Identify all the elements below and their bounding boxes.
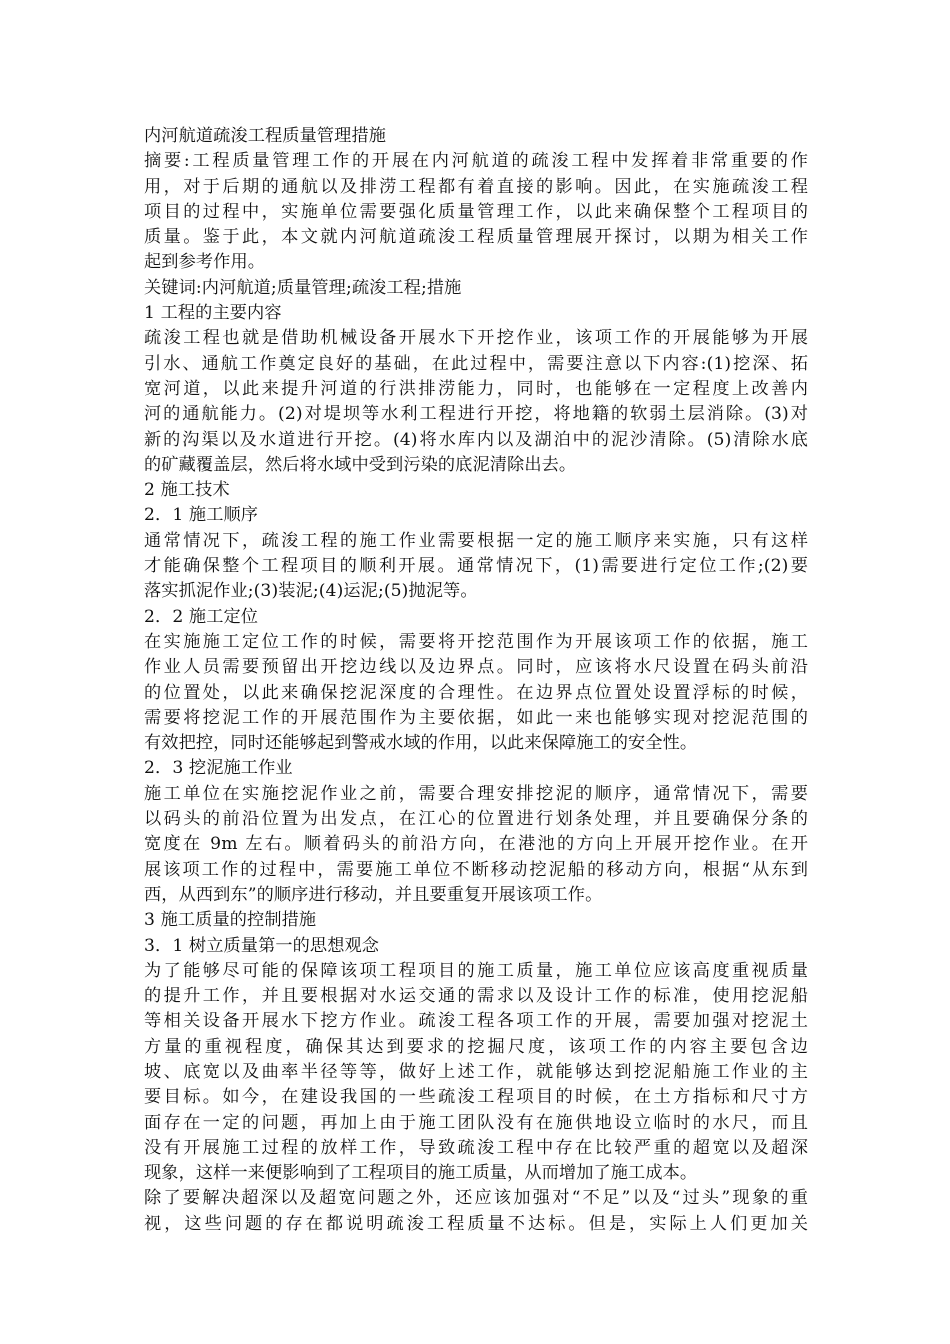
body-line: 作业人员需要预留出开挖边线以及边界点。同时，应该将水尺设置在码头前沿 bbox=[144, 657, 808, 678]
document-title: 内河航道疏浚工程质量管理措施 bbox=[144, 126, 387, 146]
subsection-heading: 2．2 施工定位 bbox=[144, 606, 259, 627]
body-line: 没有开展施工过程的放样工作，导致疏浚工程中存在比较严重的超宽以及超深 bbox=[144, 1137, 808, 1158]
body-line: 现象，这样一来便影响到了工程项目的施工质量，从而增加了施工成本。 bbox=[144, 1163, 698, 1184]
subsection-heading: 2．1 施工顺序 bbox=[144, 505, 259, 526]
body-line: 的提升工作，并且要根据对水运交通的需求以及设计工作的标准，使用挖泥船 bbox=[144, 986, 808, 1007]
body-line: 展该项工作的过程中，需要施工单位不断移动挖泥船的移动方向，根据“从东到 bbox=[144, 859, 808, 880]
body-line: 等相关设备开展水下挖方作业。疏浚工程各项工作的开展，需要加强对挖泥土 bbox=[144, 1011, 808, 1032]
abstract-line: 起到参考作用。 bbox=[144, 252, 266, 273]
body-line: 要目标。如今，在建设我国的一些疏浚工程项目的时候，在土方指标和尺寸方 bbox=[144, 1087, 808, 1108]
body-line: 新的沟渠以及水道进行开挖。(4)将水库内以及湖泊中的泥沙清除。(5)清除水底 bbox=[144, 429, 808, 450]
abstract-line: 摘要:工程质量管理工作的开展在内河航道的疏浚工程中发挥着非常重要的作 bbox=[144, 151, 808, 172]
abstract-line: 用，对于后期的通航以及排涝工程都有着直接的影响。因此，在实施疏浚工程 bbox=[144, 176, 808, 197]
subsection-heading: 2．3 挖泥施工作业 bbox=[144, 758, 293, 779]
body-line: 方量的重视程度，确保其达到要求的挖掘尺度，该项工作的内容主要包含边 bbox=[144, 1036, 808, 1057]
abstract-line: 项目的过程中，实施单位需要强化质量管理工作，以此来确保整个工程项目的 bbox=[144, 201, 808, 222]
body-line: 引水、通航工作奠定良好的基础，在此过程中，需要注意以下内容:(1)挖深、拓 bbox=[144, 353, 808, 374]
body-line: 的位置处，以此来确保挖泥深度的合理性。在边界点位置处设置浮标的时候， bbox=[144, 682, 808, 703]
subsection-heading: 3．1 树立质量第一的思想观念 bbox=[144, 935, 380, 956]
body-line: 面存在一定的问题，再加上由于施工团队没有在施供地设立临时的水尺，而且 bbox=[144, 1112, 808, 1133]
body-line: 施工单位在实施挖泥作业之前，需要合理安排挖泥的顺序，通常情况下，需要 bbox=[144, 783, 808, 804]
body-line: 宽河道，以此来提升河道的行洪排涝能力，同时，也能够在一定程度上改善内 bbox=[144, 378, 808, 399]
body-line: 西，从西到东”的顺序进行移动，并且要重复开展该项工作。 bbox=[144, 884, 603, 905]
body-line: 河的通航能力。(2)对堤坝等水利工程进行开挖，将地籍的软弱土层消除。(3)对 bbox=[144, 404, 808, 425]
body-line: 疏浚工程也就是借助机械设备开展水下开挖作业，该项工作的开展能够为开展 bbox=[144, 328, 808, 349]
body-line: 需要将挖泥工作的开展范围作为主要依据，如此一来也能够实现对挖泥范围的 bbox=[144, 707, 808, 728]
body-line: 视，这些问题的存在都说明疏浚工程质量不达标。但是，实际上人们更加关 bbox=[144, 1213, 808, 1234]
body-line: 坡、底宽以及曲率半径等等，做好上述工作，就能够达到挖泥船施工作业的主 bbox=[144, 1061, 808, 1082]
body-line: 有效把控，同时还能够起到警戒水域的作用，以此来保障施工的安全性。 bbox=[144, 733, 698, 754]
body-line: 的矿藏覆盖层，然后将水域中受到污染的底泥清除出去。 bbox=[144, 454, 577, 475]
body-line: 以码头的前沿位置为出发点，在江心的位置进行划条处理，并且要确保分条的 bbox=[144, 809, 808, 830]
body-line: 通常情况下，疏浚工程的施工作业需要根据一定的施工顺序来实施，只有这样 bbox=[144, 530, 808, 551]
body-line: 为了能够尽可能的保障该项工程项目的施工质量，施工单位应该高度重视质量 bbox=[144, 960, 808, 981]
body-line: 除了要解决超深以及超宽问题之外，还应该加强对“不足”以及“过头”现象的重 bbox=[144, 1188, 808, 1209]
section-heading: 2 施工技术 bbox=[144, 480, 230, 501]
keywords-line: 关键词:内河航道;质量管理;疏浚工程;措施 bbox=[144, 277, 462, 298]
document-page bbox=[144, 124, 808, 1237]
abstract-line: 质量。鉴于此，本文就内河航道疏浚工程质量管理展开探讨，以期为相关工作 bbox=[144, 227, 808, 248]
section-heading: 3 施工质量的控制措施 bbox=[144, 910, 317, 931]
body-line: 在实施施工定位工作的时候，需要将开挖范围作为开展该项工作的依据，施工 bbox=[144, 631, 808, 652]
section-heading: 1 工程的主要内容 bbox=[144, 303, 282, 324]
body-line: 宽度在 9m 左右。顺着码头的前沿方向，在港池的方向上开展开挖作业。在开 bbox=[144, 834, 808, 855]
body-line: 才能确保整个工程项目的顺利开展。通常情况下，(1)需要进行定位工作;(2)要 bbox=[144, 556, 808, 577]
body-line: 落实抓泥作业;(3)装泥;(4)运泥;(5)抛泥等。 bbox=[144, 581, 478, 602]
